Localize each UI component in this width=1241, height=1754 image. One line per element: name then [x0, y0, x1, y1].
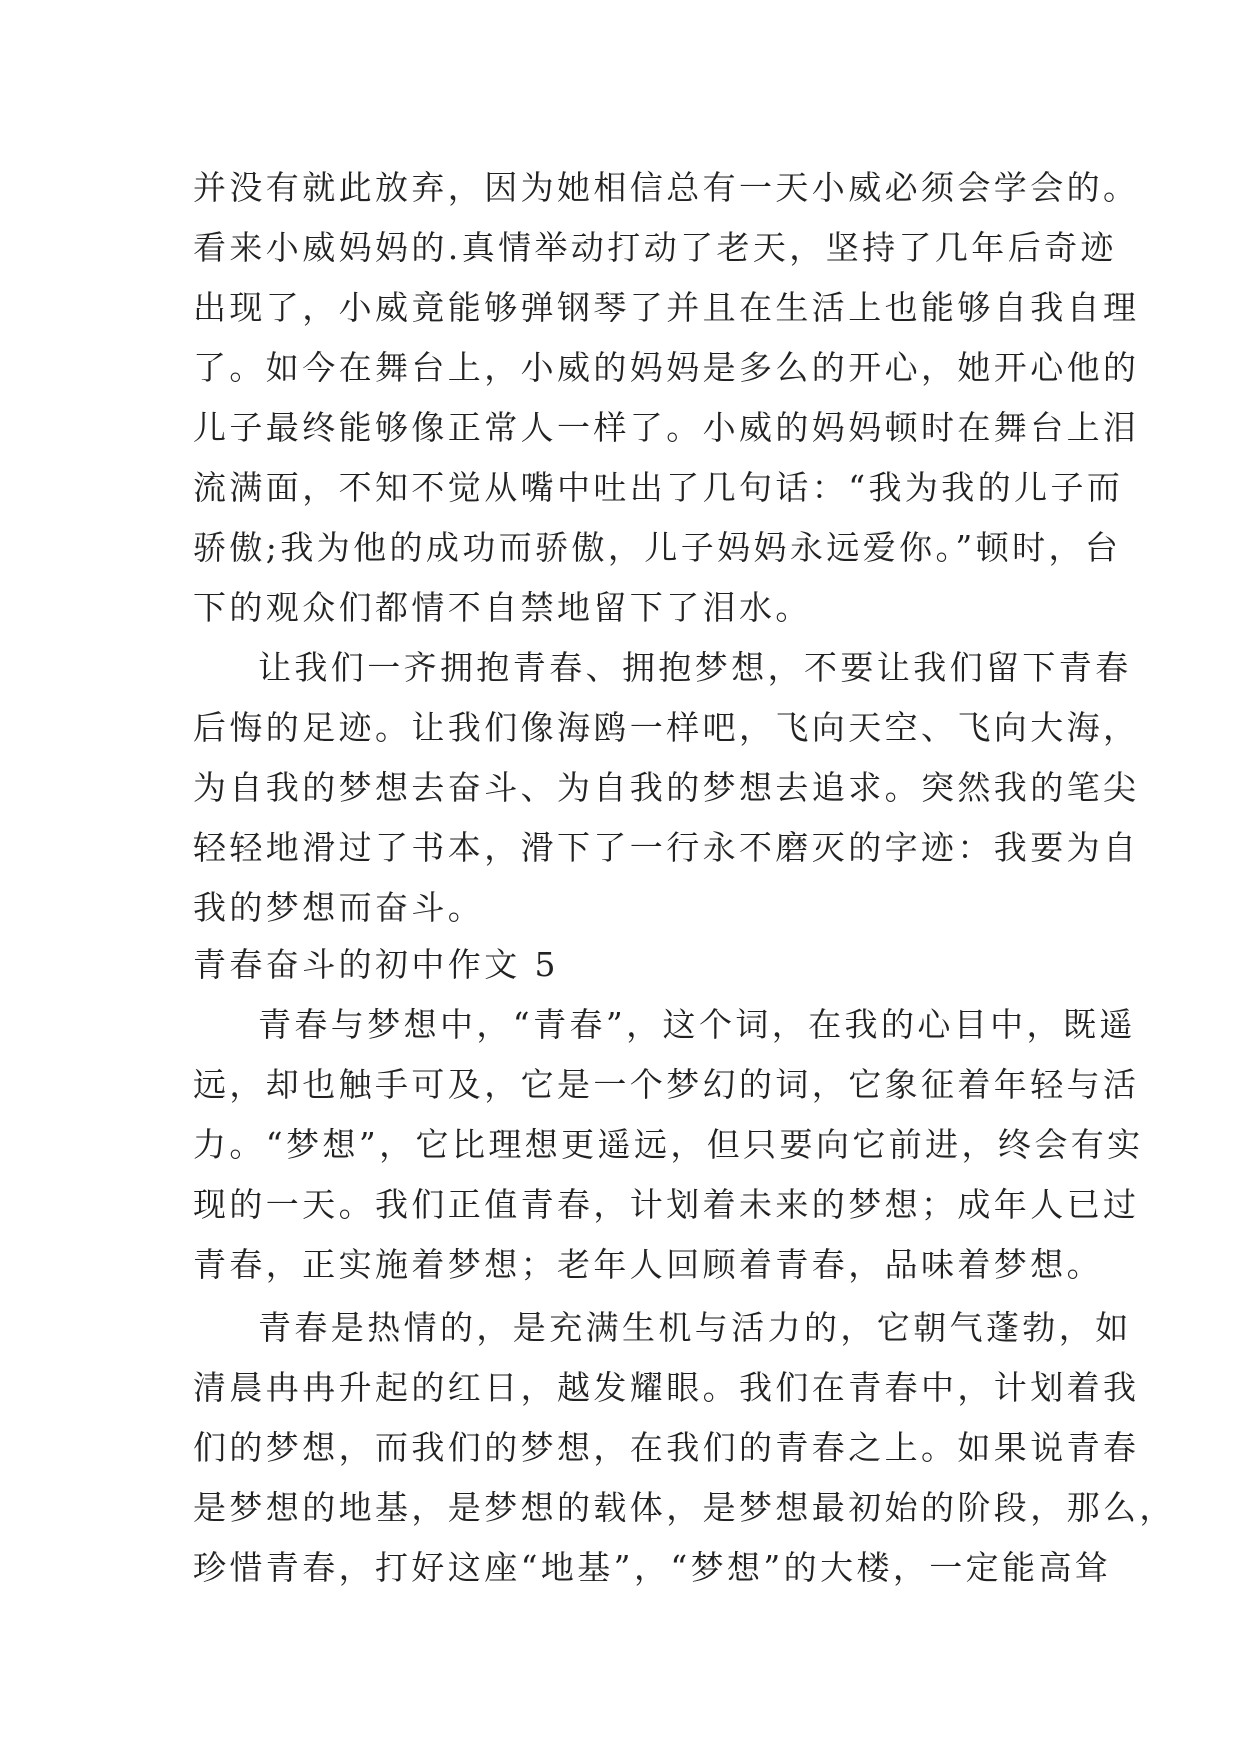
text-line: 儿子最终能够像正常人一样了。小威的妈妈顿时在舞台上泪 [193, 408, 1140, 447]
text-line: 后悔的足迹。让我们像海鸥一样吧，飞向天空、飞向大海， [193, 708, 1140, 747]
text-line: 我的梦想而奋斗。 [193, 888, 485, 927]
text-line: 下的观众们都情不自禁地留下了泪水。 [193, 588, 812, 627]
text-line: 流满面，不知不觉从嘴中吐出了几句话：“我为我的儿子而 [193, 468, 1124, 507]
text-line: 看来小威妈妈的.真情举动打动了老天，坚持了几年后奇迹 [193, 228, 1117, 267]
text-line: 了。如今在舞台上，小威的妈妈是多么的开心，她开心他的 [193, 348, 1140, 387]
paragraph-first-line: 青春与梦想中，“青春”，这个词，在我的心目中，既遥 [258, 1005, 1136, 1044]
text-line: 力。“梦想”，它比理想更遥远，但只要向它前进，终会有实 [193, 1125, 1144, 1164]
section-heading: 青春奋斗的初中作文 5 [193, 945, 559, 984]
text-line: 们的梦想，而我们的梦想，在我们的青春之上。如果说青春 [193, 1428, 1140, 1467]
text-line: 骄傲;我为他的成功而骄傲，儿子妈妈永远爱你。”顿时，台 [193, 528, 1122, 567]
paragraph-first-line: 青春是热情的，是充满生机与活力的，它朝气蓬勃，如 [258, 1308, 1132, 1347]
text-line: 为自我的梦想去奋斗、为自我的梦想去追求。突然我的笔尖 [193, 768, 1140, 807]
text-line: 现的一天。我们正值青春，计划着未来的梦想；成年人已过 [193, 1185, 1140, 1224]
paragraph-first-line: 让我们一齐拥抱青春、拥抱梦想，不要让我们留下青春 [258, 648, 1132, 687]
text-line: 轻轻地滑过了书本，滑下了一行永不磨灭的字迹：我要为自 [193, 828, 1140, 867]
text-line: 并没有就此放弃，因为她相信总有一天小威必须会学会的。 [193, 168, 1140, 207]
text-line: 青春，正实施着梦想；老年人回顾着青春，品味着梦想。 [193, 1245, 1103, 1284]
text-line: 远，却也触手可及，它是一个梦幻的词，它象征着年轻与活 [193, 1065, 1140, 1104]
text-line: 清晨冉冉升起的红日，越发耀眼。我们在青春中，计划着我 [193, 1368, 1140, 1407]
text-line: 出现了，小威竟能够弹钢琴了并且在生活上也能够自我自理 [193, 288, 1140, 327]
text-line: 珍惜青春，打好这座“地基”，“梦想”的大楼，一定能高耸 [193, 1548, 1112, 1587]
text-line: 是梦想的地基，是梦想的载体，是梦想最初始的阶段，那么， [193, 1488, 1176, 1527]
